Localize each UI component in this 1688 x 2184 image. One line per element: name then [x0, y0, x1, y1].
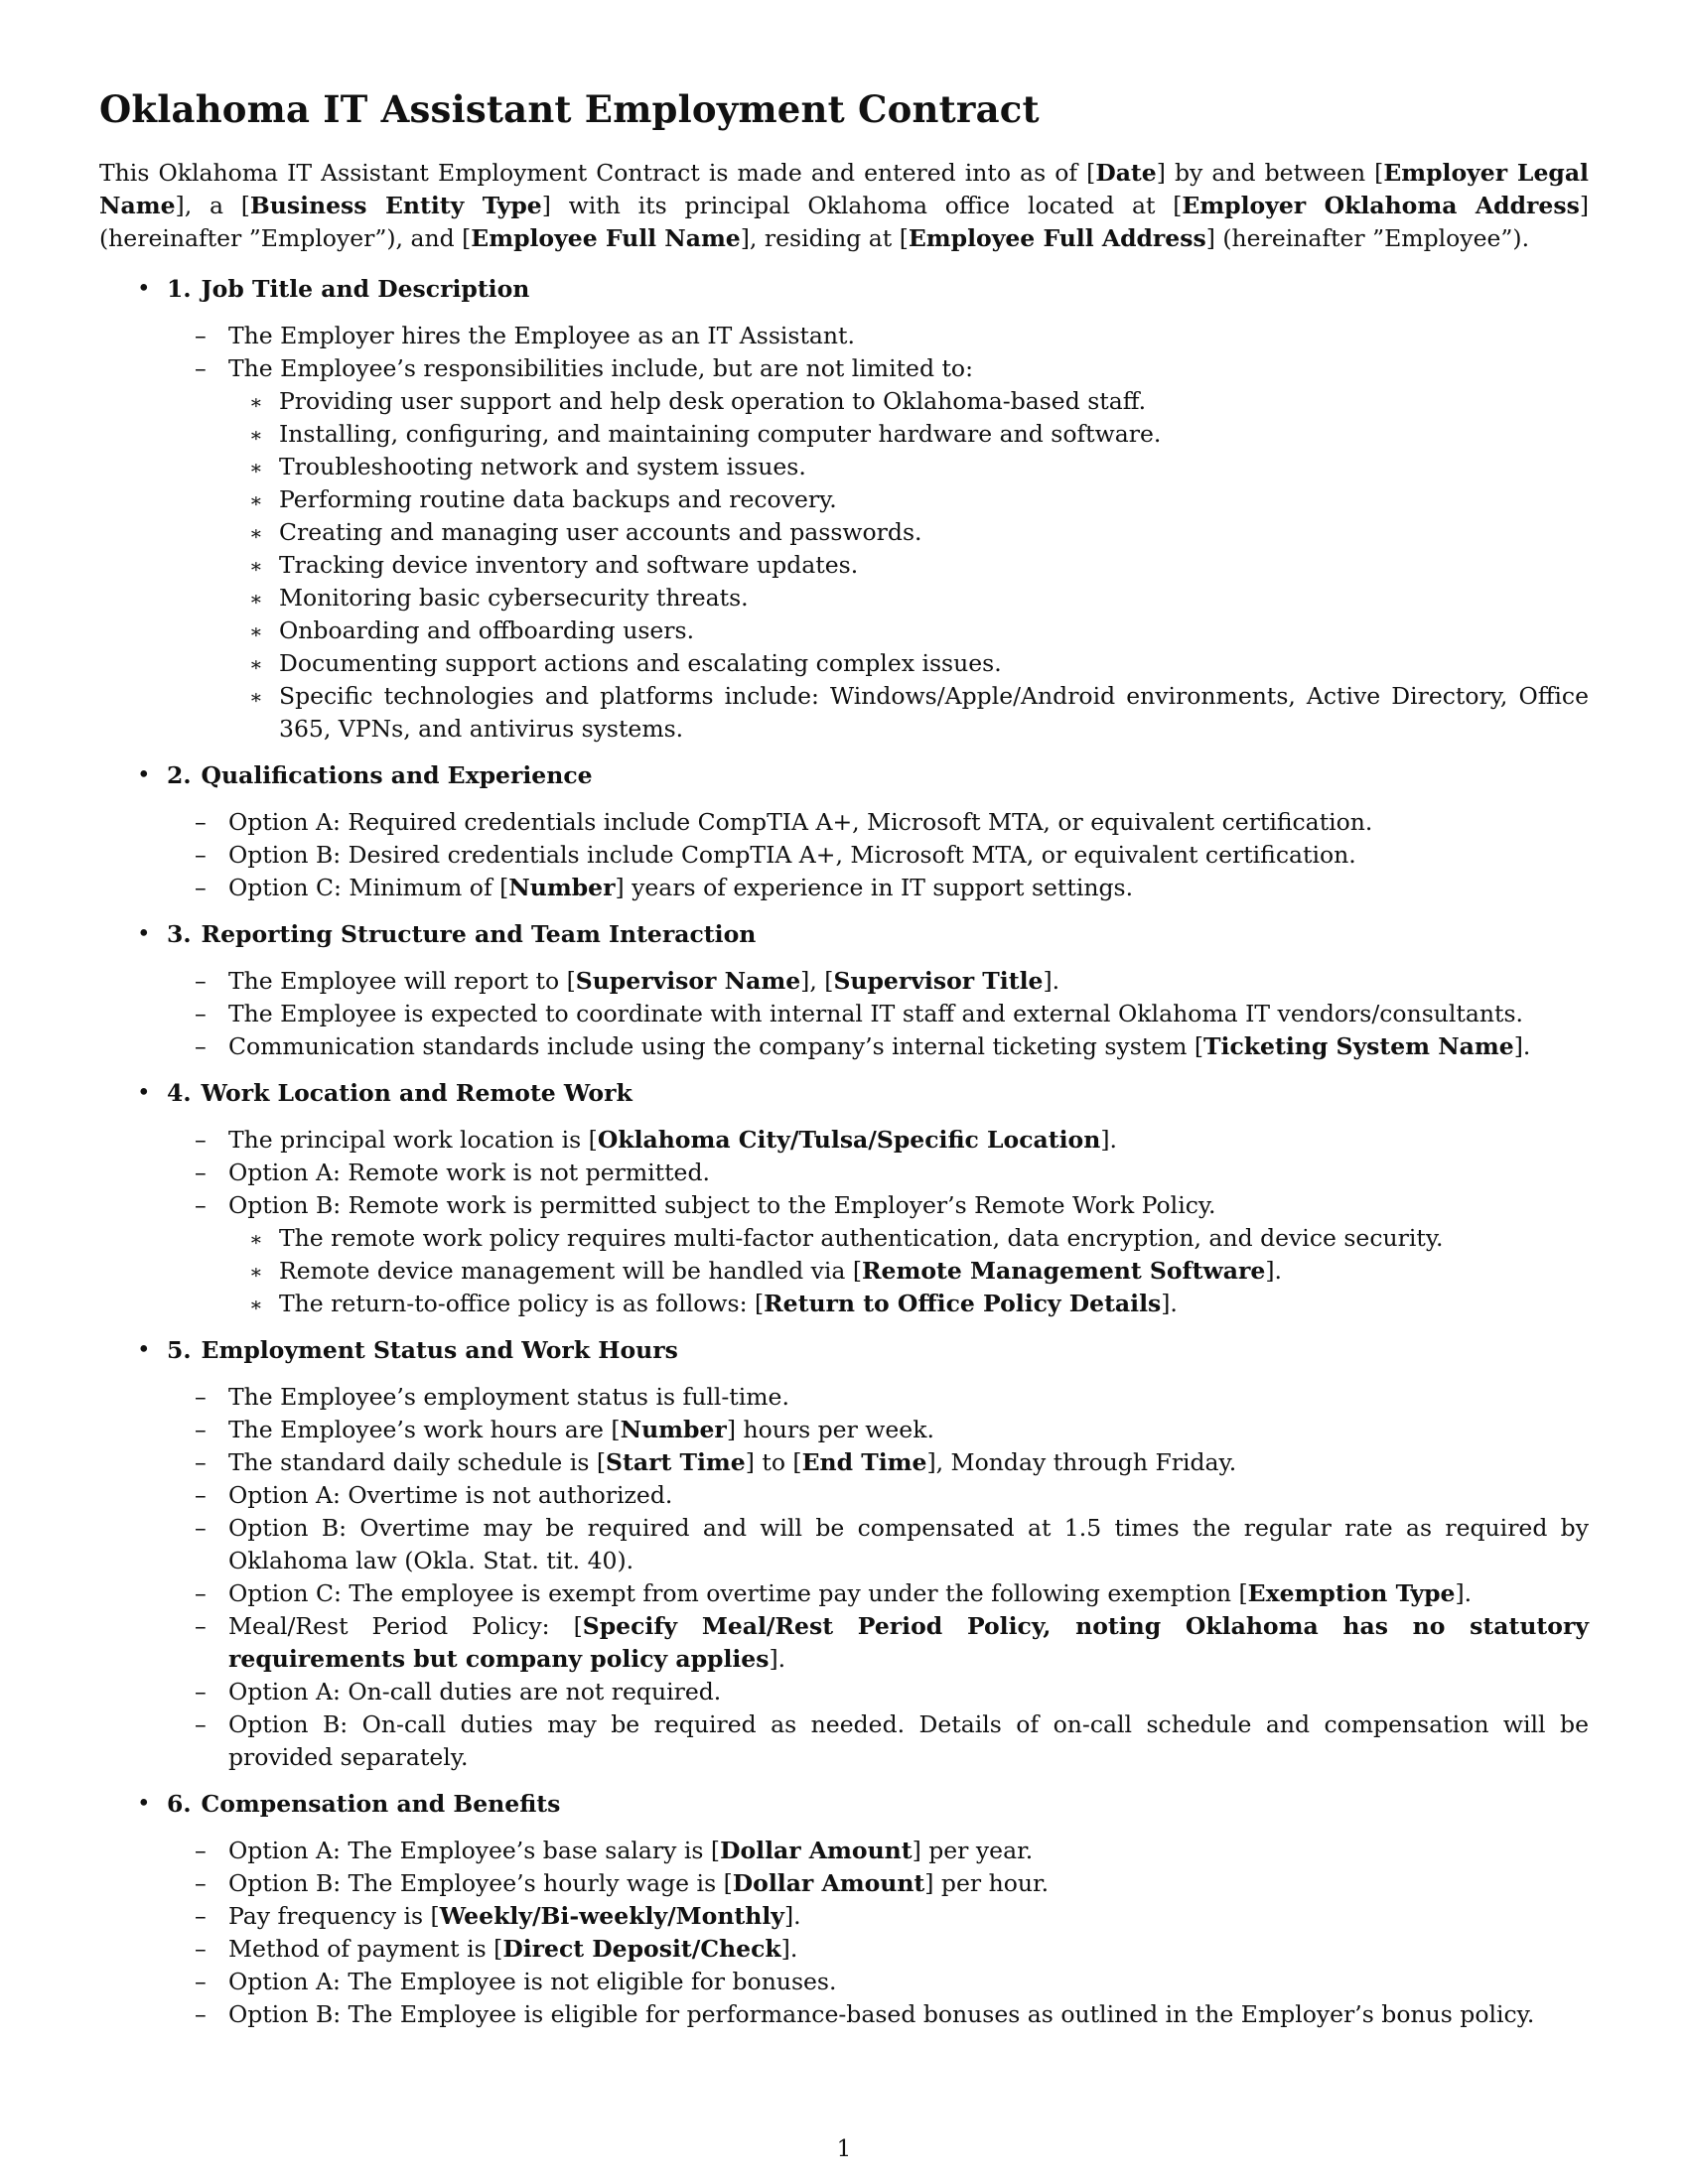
dash-bullet-icon: – — [195, 967, 207, 995]
list-item — [167, 1577, 1589, 1610]
list-item — [167, 352, 1589, 385]
text-run: Performing routine data backups and recovery. — [279, 485, 837, 513]
text-run: Option B: The Employee is eligible for performance-based bonuses as outlined in the Employer’s bonus policy. — [228, 2000, 1535, 2028]
placeholder-field: Number — [508, 874, 616, 901]
asterisk-bullet-icon: ∗ — [249, 423, 263, 447]
text-run: Option A: On-call duties are not required. — [228, 1678, 722, 1706]
dash-bullet-icon: – — [195, 874, 207, 901]
section-number: 3. — [167, 920, 192, 948]
text-run: Method of payment is [ — [228, 1935, 503, 1963]
text-run: Remote device management will be handled via [ — [279, 1257, 863, 1285]
list-item-text — [228, 1612, 1589, 1673]
text-run: [ — [1086, 159, 1096, 187]
sub-list — [167, 385, 1589, 746]
text-run: ] hours per week. — [726, 1416, 934, 1443]
placeholder-field: Employer Legal Name — [99, 159, 1589, 219]
list-item-text — [228, 1579, 1472, 1607]
list-item — [167, 839, 1589, 872]
list-item — [167, 1610, 1589, 1676]
text-run: Option A: The Employee is not eligible for bonuses. — [228, 1968, 837, 1995]
text-run: Creating and managing user accounts and passwords. — [279, 518, 922, 546]
text-run: The standard daily schedule is [ — [228, 1448, 607, 1476]
section-6 — [99, 1788, 1589, 2031]
text-run: Documenting support actions and escalating complex issues. — [279, 649, 1002, 677]
sub-list-item-text — [279, 453, 806, 480]
list-item-text — [228, 1869, 1049, 1897]
sub-list-item — [167, 549, 1589, 582]
sub-list-item-text — [279, 518, 921, 546]
list-item-text — [228, 1837, 1033, 1864]
dash-bullet-icon: – — [195, 2000, 207, 2028]
list-item-text — [228, 1416, 934, 1443]
list-item — [167, 1676, 1589, 1708]
bullet-icon: • — [137, 1080, 151, 1106]
placeholder-field: Remote Management Software — [862, 1257, 1266, 1285]
bullet-icon: • — [137, 1337, 151, 1363]
text-run: The remote work policy requires multi-factor authentication, data encryption, and device security. — [279, 1224, 1444, 1252]
text-run: Option C: The employee is exempt from overtime pay under the following exemption [ — [228, 1579, 1248, 1607]
list-item — [167, 1189, 1589, 1222]
sub-list-item — [167, 647, 1589, 680]
asterisk-bullet-icon: ∗ — [249, 685, 263, 709]
sub-list-item — [167, 451, 1589, 483]
text-run: Providing user support and help desk operation to Oklahoma-based staff. — [279, 387, 1147, 415]
list-item-text — [228, 808, 1372, 836]
section-list — [99, 273, 1589, 2031]
text-run: ] (hereinafter ”Employee”). — [1205, 224, 1530, 252]
placeholder-field: Specify Meal/Rest Period Policy, noting Oklahoma has no statutory requirements but company policy applies — [228, 1612, 1589, 1673]
sub-list-item — [167, 1222, 1589, 1255]
dash-bullet-icon: – — [195, 1514, 207, 1542]
placeholder-field: Business Entity Type — [249, 192, 542, 219]
placeholder-field: Employee Full Address — [908, 224, 1206, 252]
text-run: ]. — [1043, 967, 1060, 995]
section-heading — [167, 273, 1589, 306]
sub-list-item-text — [279, 1290, 1178, 1317]
text-run: ] to [ — [745, 1448, 802, 1476]
section-1 — [99, 273, 1589, 746]
text-run: Monitoring basic cybersecurity threats. — [279, 584, 749, 612]
text-run: Option A: Overtime is not authorized. — [228, 1481, 673, 1509]
sub-list-item — [167, 483, 1589, 516]
text-run: Option A: Remote work is not permitted. — [228, 1159, 710, 1186]
text-run: ]. — [1513, 1032, 1531, 1060]
bullet-icon: • — [137, 762, 151, 788]
dash-bullet-icon: – — [195, 1869, 207, 1897]
dash-bullet-icon: – — [195, 1000, 207, 1027]
list-item — [167, 1124, 1589, 1157]
text-run: Option A: Required credentials include CompTIA A+, Microsoft MTA, or equivalent certification. — [228, 808, 1373, 836]
list-item-text — [228, 1968, 836, 1995]
text-run: ], residing at [ — [740, 224, 909, 252]
text-run: ], Monday through Friday. — [926, 1448, 1237, 1476]
text-run: ], a [ — [175, 192, 250, 219]
asterisk-bullet-icon: ∗ — [249, 521, 263, 545]
asterisk-bullet-icon: ∗ — [249, 1293, 263, 1316]
placeholder-field: End Time — [801, 1448, 927, 1476]
sub-list-item-text — [279, 682, 1589, 743]
text-run: ]. — [1265, 1257, 1282, 1285]
asterisk-bullet-icon: ∗ — [249, 619, 263, 643]
text-run: The Employee’s work hours are [ — [228, 1416, 621, 1443]
asterisk-bullet-icon: ∗ — [249, 652, 263, 676]
section-heading — [167, 918, 1589, 951]
list-item-text — [228, 1126, 1117, 1154]
list-item — [167, 1966, 1589, 1998]
bullet-icon: • — [137, 921, 151, 947]
sub-list-item-text — [279, 584, 749, 612]
dash-bullet-icon: – — [195, 1191, 207, 1219]
dash-bullet-icon: – — [195, 354, 207, 382]
sub-list-item-text — [279, 551, 858, 579]
text-run: Communication standards include using the company’s internal ticketing system [ — [228, 1032, 1204, 1060]
list-item-text — [228, 1710, 1589, 1771]
dash-bullet-icon: – — [195, 322, 207, 349]
dash-bullet-icon: – — [195, 1902, 207, 1930]
dash-bullet-icon: – — [195, 1448, 207, 1476]
list-item — [167, 1867, 1589, 1900]
text-run: ], [ — [800, 967, 834, 995]
list-item — [167, 1157, 1589, 1189]
list-item-text — [228, 1383, 789, 1411]
list-item-text — [228, 1159, 710, 1186]
text-run: Option A: The Employee’s base salary is [ — [228, 1837, 721, 1864]
section-items — [167, 1835, 1589, 2031]
sub-list-item-text — [279, 485, 837, 513]
placeholder-field: Return to Office Policy Details — [764, 1290, 1162, 1317]
list-item — [167, 998, 1589, 1030]
dash-bullet-icon: – — [195, 1159, 207, 1186]
list-item — [167, 1933, 1589, 1966]
list-item — [167, 1512, 1589, 1577]
list-item — [167, 1414, 1589, 1446]
text-run: The return-to-office policy is as follows: [ — [279, 1290, 765, 1317]
document-title: Oklahoma IT Assistant Employment Contract — [99, 87, 1040, 131]
list-item-text — [228, 1514, 1589, 1574]
text-run: Option B: On-call duties may be required as needed. Details of on-call schedule and compensation will be provided separately. — [228, 1710, 1589, 1771]
text-run: ] with its principal Oklahoma office located at [ — [541, 192, 1183, 219]
section-number: 1. — [167, 275, 192, 303]
text-run: The Employee’s responsibilities include, but are not limited to: — [228, 354, 973, 382]
document-page — [99, 87, 1589, 2045]
text-run: Tracking device inventory and software updates. — [279, 551, 859, 579]
placeholder-field: Supervisor Title — [833, 967, 1044, 995]
sub-list-item — [167, 385, 1589, 418]
dash-bullet-icon: – — [195, 1837, 207, 1864]
list-item — [167, 1381, 1589, 1414]
placeholder-field: Date — [1095, 159, 1157, 187]
text-run: ]. — [1100, 1126, 1117, 1154]
dash-bullet-icon: – — [195, 808, 207, 836]
section-4 — [99, 1077, 1589, 1320]
section-title: Qualifications and Experience — [201, 761, 593, 789]
sub-list-item — [167, 614, 1589, 647]
sub-list-item — [167, 516, 1589, 549]
bullet-icon: • — [137, 276, 151, 302]
list-item-text — [228, 1000, 1523, 1027]
section-heading — [167, 1334, 1589, 1367]
dash-bullet-icon: – — [195, 1481, 207, 1509]
placeholder-field: Oklahoma City/Tulsa/Specific Location — [597, 1126, 1101, 1154]
list-item-text — [228, 967, 1059, 995]
list-item-text — [228, 1678, 721, 1706]
text-run: Onboarding and offboarding users. — [279, 616, 695, 644]
sub-list-item-text — [279, 1257, 1282, 1285]
section-items — [167, 965, 1589, 1063]
text-run: ]. — [783, 1902, 801, 1930]
text-run: The Employee is expected to coordinate with internal IT staff and external Oklahoma IT vendors/consultants. — [228, 1000, 1523, 1027]
section-number: 5. — [167, 1336, 192, 1364]
text-run: ] (hereinafter ”Employer”), and [ — [99, 192, 1589, 252]
list-item — [167, 1479, 1589, 1512]
text-run: The Employee will report to [ — [228, 967, 576, 995]
text-run: Meal/Rest Period Policy: [ — [228, 1612, 583, 1640]
placeholder-field: Weekly/Bi-weekly/Monthly — [439, 1902, 784, 1930]
list-item — [167, 1900, 1589, 1933]
sub-list-item — [167, 1255, 1589, 1288]
text-run: ] by and between [ — [1156, 159, 1384, 187]
section-heading — [167, 1077, 1589, 1110]
asterisk-bullet-icon: ∗ — [249, 554, 263, 578]
text-run: Option B: Desired credentials include CompTIA A+, Microsoft MTA, or equivalent certification. — [228, 841, 1356, 869]
list-item-text — [228, 1032, 1530, 1060]
section-number: 4. — [167, 1079, 192, 1107]
text-run: ]. — [1161, 1290, 1178, 1317]
asterisk-bullet-icon: ∗ — [249, 1260, 263, 1284]
sub-list — [167, 1222, 1589, 1320]
section-title: Job Title and Description — [201, 275, 530, 303]
list-item-text — [228, 322, 855, 349]
text-run: The Employee’s employment status is full-time. — [228, 1383, 789, 1411]
text-run: Option B: The Employee’s hourly wage is [ — [228, 1869, 733, 1897]
list-item-text — [228, 1481, 672, 1509]
dash-bullet-icon: – — [195, 1612, 207, 1640]
dash-bullet-icon: – — [195, 1678, 207, 1706]
section-items — [167, 1124, 1589, 1320]
placeholder-field: Dollar Amount — [732, 1869, 925, 1897]
dash-bullet-icon: – — [195, 1935, 207, 1963]
list-item-text — [228, 841, 1356, 869]
sub-list-item-text — [279, 387, 1146, 415]
asterisk-bullet-icon: ∗ — [249, 488, 263, 512]
placeholder-field: Number — [620, 1416, 727, 1443]
sub-list-item-text — [279, 649, 1002, 677]
placeholder-field: Direct Deposit/Check — [502, 1935, 781, 1963]
list-item-text — [228, 1448, 1236, 1476]
section-number: 6. — [167, 1790, 192, 1818]
text-run: Option C: Minimum of [ — [228, 874, 509, 901]
list-item — [167, 1708, 1589, 1774]
text-run: Option B: Overtime may be required and will be compensated at 1.5 times the regular rate as required by Oklahoma law (Okla. Stat. tit. 40). — [228, 1514, 1589, 1574]
dash-bullet-icon: – — [195, 841, 207, 869]
section-title: Compensation and Benefits — [201, 1790, 561, 1818]
dash-bullet-icon: – — [195, 1710, 207, 1738]
dash-bullet-icon: – — [195, 1383, 207, 1411]
text-run: ] years of experience in IT support settings. — [615, 874, 1134, 901]
section-items — [167, 320, 1589, 746]
section-items — [167, 1381, 1589, 1774]
bullet-icon: • — [137, 1791, 151, 1817]
text-run: Installing, configuring, and maintaining computer hardware and software. — [279, 420, 1162, 448]
placeholder-field: Employer Oklahoma Address — [1182, 192, 1580, 219]
dash-bullet-icon: – — [195, 1032, 207, 1060]
section-heading — [167, 1788, 1589, 1821]
list-item-text — [228, 2000, 1534, 2028]
sub-list-item — [167, 1288, 1589, 1320]
list-item-text — [228, 874, 1133, 901]
list-item-text — [228, 1902, 801, 1930]
asterisk-bullet-icon: ∗ — [249, 1227, 263, 1251]
text-run: Troubleshooting network and system issues. — [279, 453, 806, 480]
list-item-text — [228, 354, 973, 382]
dash-bullet-icon: – — [195, 1126, 207, 1154]
dash-bullet-icon: – — [195, 1579, 207, 1607]
section-5 — [99, 1334, 1589, 1774]
sub-list-item — [167, 418, 1589, 451]
text-run: ]. — [780, 1935, 798, 1963]
placeholder-field: Ticketing System Name — [1203, 1032, 1514, 1060]
intro-paragraph — [99, 157, 1589, 255]
list-item — [167, 1998, 1589, 2031]
asterisk-bullet-icon: ∗ — [249, 587, 263, 611]
text-run: Specific technologies and platforms include: Windows/Apple/Android environments, Active Directory, Office 365, VPNs, and antivirus systems. — [279, 682, 1589, 743]
list-item — [167, 320, 1589, 352]
section-items — [167, 806, 1589, 904]
section-2 — [99, 759, 1589, 904]
list-item — [167, 1030, 1589, 1063]
text-run: ]. — [1455, 1579, 1473, 1607]
list-item — [167, 965, 1589, 998]
list-item — [167, 1446, 1589, 1479]
list-item-text — [228, 1935, 797, 1963]
asterisk-bullet-icon: ∗ — [249, 390, 263, 414]
placeholder-field: Supervisor Name — [575, 967, 801, 995]
text-run: The Employer hires the Employee as an IT Assistant. — [228, 322, 855, 349]
section-title: Employment Status and Work Hours — [201, 1336, 678, 1364]
asterisk-bullet-icon: ∗ — [249, 456, 263, 479]
placeholder-field: Exemption Type — [1247, 1579, 1456, 1607]
page-number: 1 — [836, 2136, 852, 2162]
list-item — [167, 1835, 1589, 1867]
sub-list-item-text — [279, 616, 694, 644]
text-run: ] per year. — [912, 1837, 1034, 1864]
text-run: Option B: Remote work is permitted subject to the Employer’s Remote Work Policy. — [228, 1191, 1216, 1219]
list-item — [167, 806, 1589, 839]
sub-list-item-text — [279, 1224, 1443, 1252]
placeholder-field: Start Time — [606, 1448, 746, 1476]
text-run: The principal work location is [ — [228, 1126, 598, 1154]
placeholder-field: Employee Full Name — [471, 224, 741, 252]
section-3 — [99, 918, 1589, 1063]
sub-list-item — [167, 582, 1589, 614]
text-run: ]. — [769, 1645, 786, 1673]
section-number: 2. — [167, 761, 192, 789]
list-item-text — [228, 1191, 1216, 1219]
section-heading — [167, 759, 1589, 792]
sub-list-item — [167, 680, 1589, 746]
sub-list-item-text — [279, 420, 1161, 448]
text-run: This Oklahoma IT Assistant Employment Contract is made and entered into as of — [99, 159, 1087, 187]
dash-bullet-icon: – — [195, 1416, 207, 1443]
text-run: Pay frequency is [ — [228, 1902, 440, 1930]
section-title: Reporting Structure and Team Interaction — [201, 920, 757, 948]
placeholder-field: Dollar Amount — [720, 1837, 913, 1864]
section-title: Work Location and Remote Work — [201, 1079, 633, 1107]
text-run: ] per hour. — [924, 1869, 1050, 1897]
list-item — [167, 872, 1589, 904]
dash-bullet-icon: – — [195, 1968, 207, 1995]
